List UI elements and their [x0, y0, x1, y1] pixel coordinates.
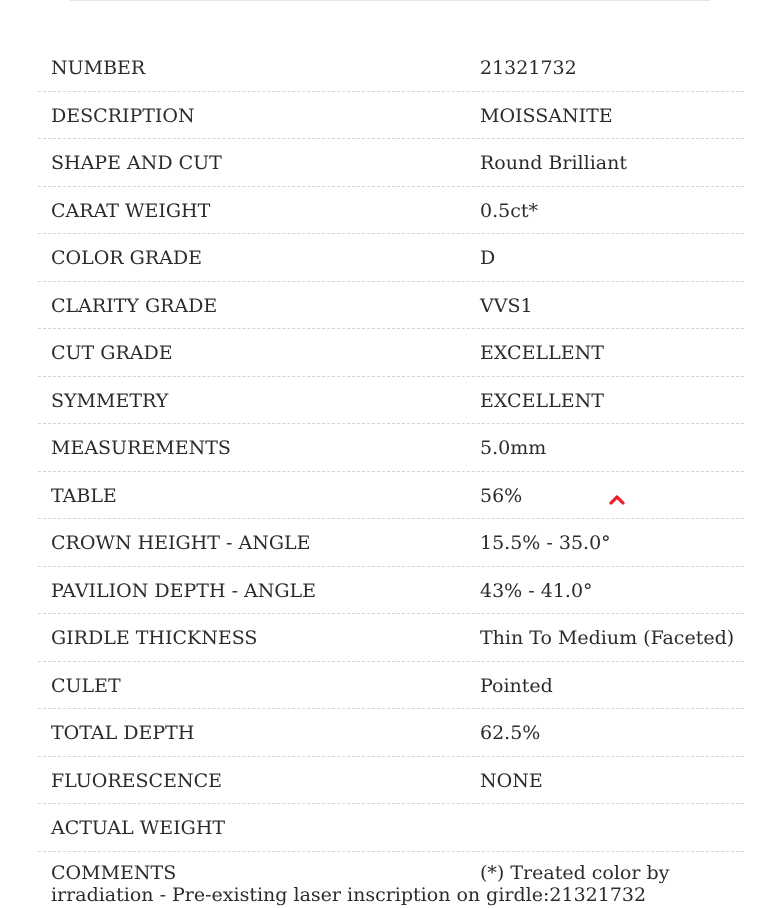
spec-row-total-depth	[38, 709, 744, 757]
spec-row-girdle-thickness	[38, 614, 744, 662]
spec-label: CARAT WEIGHT	[51, 199, 211, 222]
spec-value: Round Brilliant	[480, 152, 627, 174]
spec-value: 56%	[480, 484, 523, 507]
spec-row-carat-weight	[38, 187, 744, 235]
spec-label: TABLE	[51, 484, 117, 507]
chevron-up-icon	[607, 491, 627, 507]
spec-value: 43% - 41.0°	[480, 579, 593, 602]
spec-label: SYMMETRY	[51, 389, 169, 412]
spec-label: GIRDLE THICKNESS	[51, 627, 258, 649]
spec-label: FLUORESCENCE	[51, 769, 222, 792]
spec-row-crown-height-angle	[38, 519, 744, 567]
spec-row-fluorescence	[38, 757, 744, 805]
spec-row-measurements	[38, 424, 744, 472]
spec-value: 21321732	[480, 57, 577, 79]
scroll-to-top-button[interactable]	[607, 491, 627, 507]
spec-label: COLOR GRADE	[51, 247, 202, 269]
spec-label: MEASUREMENTS	[51, 437, 231, 459]
spec-value: MOISSANITE	[480, 104, 613, 127]
comments-label: COMMENTS	[51, 861, 177, 884]
spec-value: EXCELLENT	[480, 342, 604, 364]
top-divider	[70, 0, 710, 1]
spec-label: PAVILION DEPTH - ANGLE	[51, 579, 317, 602]
spec-row-description	[38, 92, 744, 140]
spec-row-cut-grade	[38, 329, 744, 377]
spec-label: CLARITY GRADE	[51, 294, 218, 317]
spec-row-culet	[38, 662, 744, 710]
comments-value: (*) Treated color by irradiation - Pre-existing laser inscription on girdle:21321732	[51, 861, 670, 906]
spec-label: TOTAL DEPTH	[51, 722, 195, 744]
spec-label: CROWN HEIGHT - ANGLE	[51, 532, 311, 554]
spec-row-table	[38, 472, 744, 520]
spec-value: 0.5ct*	[480, 199, 538, 222]
spec-label: SHAPE AND CUT	[51, 152, 222, 174]
spec-value: NONE	[480, 769, 543, 792]
spec-row-shape-and-cut	[38, 139, 744, 187]
spec-value: Thin To Medium (Faceted)	[480, 627, 735, 649]
spec-label: CULET	[51, 674, 121, 697]
spec-value: VVS1	[480, 294, 533, 317]
spec-label: DESCRIPTION	[51, 104, 195, 127]
spec-label: NUMBER	[51, 57, 146, 79]
spec-row-symmetry	[38, 377, 744, 425]
spec-value: EXCELLENT	[480, 389, 604, 412]
spec-row-comments	[38, 852, 744, 906]
spec-row-clarity-grade	[38, 282, 744, 330]
spec-label: ACTUAL WEIGHT	[51, 817, 226, 839]
spec-label: CUT GRADE	[51, 342, 173, 364]
spec-value: 15.5% - 35.0°	[480, 532, 611, 554]
spec-row-color-grade	[38, 234, 744, 282]
spec-value: 5.0mm	[480, 437, 547, 459]
spec-value: 62.5%	[480, 722, 541, 744]
gem-spec-table	[38, 44, 744, 906]
spec-value: D	[480, 247, 496, 269]
spec-row-actual-weight	[38, 804, 744, 852]
spec-row-pavilion-depth-angle	[38, 567, 744, 615]
spec-value: Pointed	[480, 674, 553, 697]
spec-row-number	[38, 44, 744, 92]
